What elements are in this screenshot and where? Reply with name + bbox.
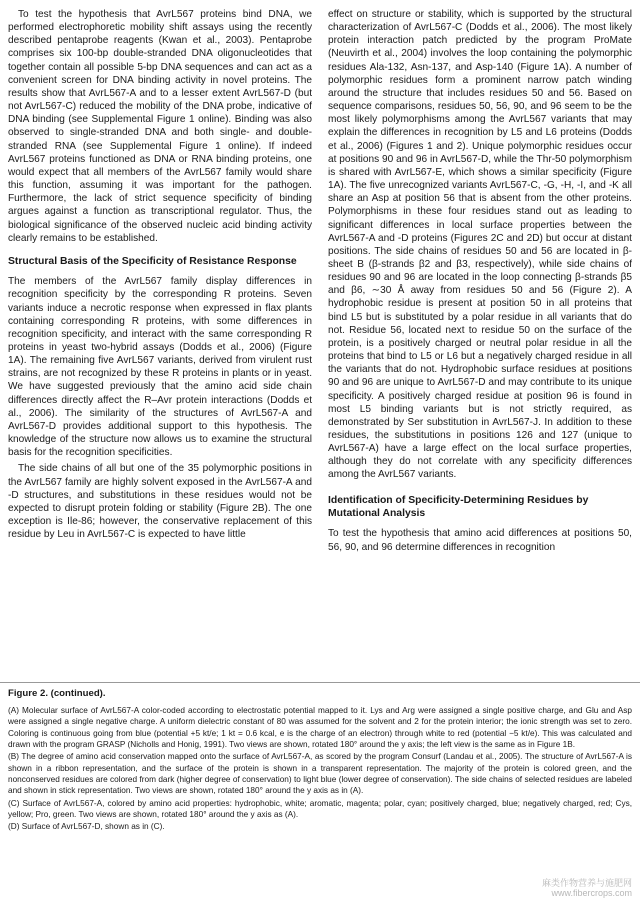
body-columns [8, 8, 632, 676]
watermark-chinese-text: 麻类作物营养与施肥网 [541, 878, 632, 888]
section-heading-mutational-analysis: Identification of Specificity-Determining Residues by Mutational Analysis [328, 494, 589, 520]
watermark-url: www.fibercrops.com [551, 888, 632, 898]
caption-panel-a: (A) Molecular surface of AvrL567-A color-coded according to electrostatic potential mapped to it. Lys and Arg were assigned a single positive charge, and Glu and Asp were assigned a single negative charge. A uniform dielectric constant of 80 was assumed for the solvent and 2 for the protein interior; the ionic strength was set to zero. Coloring is continuous going from blue (potential +5 kt/e; 1 kt = 0.6 kcal, e is the charge of an electron) through white to red (potential −5 kt/e). This was calculated and drawn with the program GRASP (Nicholls and Honig, 1991). Two views are shown, rotated 180° around the y axis; the left view is the same as in Figure 1B. [8, 706, 632, 750]
site-watermark [542, 878, 632, 898]
figure-caption [8, 688, 632, 894]
caption-panel-b: (B) The degree of amino acid conservation mapped onto the surface of AvrL567-A, as scored by the program Consurf (Landau et al., 2005). The structure of AvrL567-A is shown in a ribbon representation, and the surface of the protein is shown in a transparent representation. The majority of the protein is colored green, and the nonconserved residues are colored from dark (higher degree of conservation) to light blue (lower degree of conservation). The side chains of selected residues are labeled and shown in stick representation. Two views are shown, rotated 180° around the y axis as in (A). [8, 752, 632, 796]
paragraph-dna-binding: To test the hypothesis that AvrL567 proteins bind DNA, we performed electrophoretic mobility shift assays using the recently described pentaprobe reagents (Kwan et al., 2003). Pentaprobe comprises six 100-bp double-stranded DNA oligonucleotides that together contain all possible 5-bp DNA sequences and can act as a convenient screen for DNA binding activity in novel proteins. The results show that AvrL567-A and to a lesser extent AvrL567-D (but not AvrL567-C) reduced the mobility of the DNA probe, indicative of DNA binding (see Supplemental Figure 1 online). Binding was also observed to single-stranded DNA and both single- and double-stranded RNA (see Supplemental Figure 1 online). If indeed AvrL567 proteins functioned as DNA or RNA binding proteins, one would expect that all members of the AvrL567 family would share this function, assuming it was important for the pathogen. Furthermore, the lack of strict sequence specificity of binding argues against a function as transcriptional regulator. Thus, the biological significance of the observed nucleic acid binding activity clearly remains to be established. [8, 9, 312, 244]
caption-divider [0, 682, 640, 683]
left-column [8, 8, 312, 676]
section-heading-structural-basis: Structural Basis of the Specificity of Resistance Response [8, 255, 297, 267]
paragraph-polymorphic-positions: The side chains of all but one of the 35 polymorphic positions in the AvrL567 family are highly solvent exposed in the AvrL567-A and -D structures, and substitutions in these residues would not be expected to disrupt protein folding or stability (Figure 2B). The one exception is Ile-86; however, the conservative replacement of this residue by Leu in AvrL567-C is expected to have little [8, 463, 312, 541]
paragraph-recognition-specificity: The members of the AvrL567 family display differences in recognition specificity by the corresponding R proteins. Seven variants induce a necrotic response when expressed in flax plants containing corresponding R proteins, with some differences in recognition specificity, and interact with the same corresponding R proteins in yeast two-hybrid assays (Dodds et al., 2006) (Figure 1A). The remaining five AvrL567 variants, derived from virulent rust strains, are not recognized by these R proteins in plants or in yeast. We have suggested previously that the amino acid side chain differences directly affect the R–Avr protein interactions (Dodds et al., 2006). The similarity of the structures of AvrL567-A and AvrL567-D provides additional support to this hypothesis. The knowledge of the structure now allows us to examine the structural basis for the recognition specificities. [8, 276, 312, 459]
caption-title: Figure 2. (continued). [8, 688, 106, 699]
caption-panel-c: (C) Surface of AvrL567-A, colored by amino acid properties: hydrophobic, white; aromatic, magenta; polar, cyan; positively charged, blue; negatively charged, red; Cys, yellow; Pro, green. Two views are shown, rotated 180° around the y axis as (A). [8, 798, 632, 820]
paragraph-hypothesis-test: To test the hypothesis that amino acid differences at positions 50, 56, 90, and 96 determine differences in recognition [328, 528, 632, 553]
right-column [328, 8, 632, 676]
caption-panel-d: (D) Surface of AvrL567-D, shown as in (C). [8, 822, 165, 832]
paragraph-interaction-patch: effect on structure or stability, which is supported by the structural characterization of AvrL567-C (Dodds et al., 2006). The most likely protein interaction patch predicted by the program ProMate (Neuvirth et al., 2004) involves the loop containing the polymorphic residues Ala-132, Asn-137, and Asp-140 (Figure 1A). A number of polymorphic residues form a prominent narrow patch winding around the structure that includes residues 50 and 56. Based on sequence comparisons, residues 50, 56, 90, and 96 seem to be the most likely polymorphisms among the AvrL567 variants that may explain the differences in recognition by L5 and L6 proteins (Dodds et al., 2006) (Figures 1 and 2). Unique polymorphic residues occur at positions 90 and 96 in AvrL567-D, while the Thr-50 polymorphism is shared with AvrL567-E, which shows a similar specificity (Figure 1A). The five unrecognized variants AvrL567-C, -G, -H, -I, and -K all share an Asp at position 56 that is absent from the other proteins. Polymorphisms in these four residues stand out as leading to significant differences in local surface properties between the AvrL567-A and -D proteins (Figures 2C and 2D) but occur at distant positions. The side chains of residues 50 and 56 are located in β-sheet B (β-strands β2 and β3, respectively), while side chains of residues 90 and 96 are located in the loop connecting β-strands β5 and β6, ∼30 Å away from residues 50 and 56 (Figure 2). A hydrophobic residue is present at position 50 in all proteins that bind L5 but is substituted by a polar residue in all variants that do not. Residue 56, located next to residue 50 on the surface of the protein, is a positively charged or neutral polar residue in all the proteins that bind to L5 or L6 but a negatively charged residue in all the variants that do not. Hydrophobic surface residues at positions 90 and 96 are unique to AvrL567-D and may contribute to its unique specificity. A positively charged residue at position 96 is found in most L5 binding variants but is not strictly required, as demonstrated by Ser substitution in AvrL567-J. In addition to these residues, the substitutions in positions 126 and 127 (unique to AvrL567-A) have a large effect on the local surface properties, although they do not correlate with any specificity differences among the AvrL567 variants. [328, 9, 632, 481]
